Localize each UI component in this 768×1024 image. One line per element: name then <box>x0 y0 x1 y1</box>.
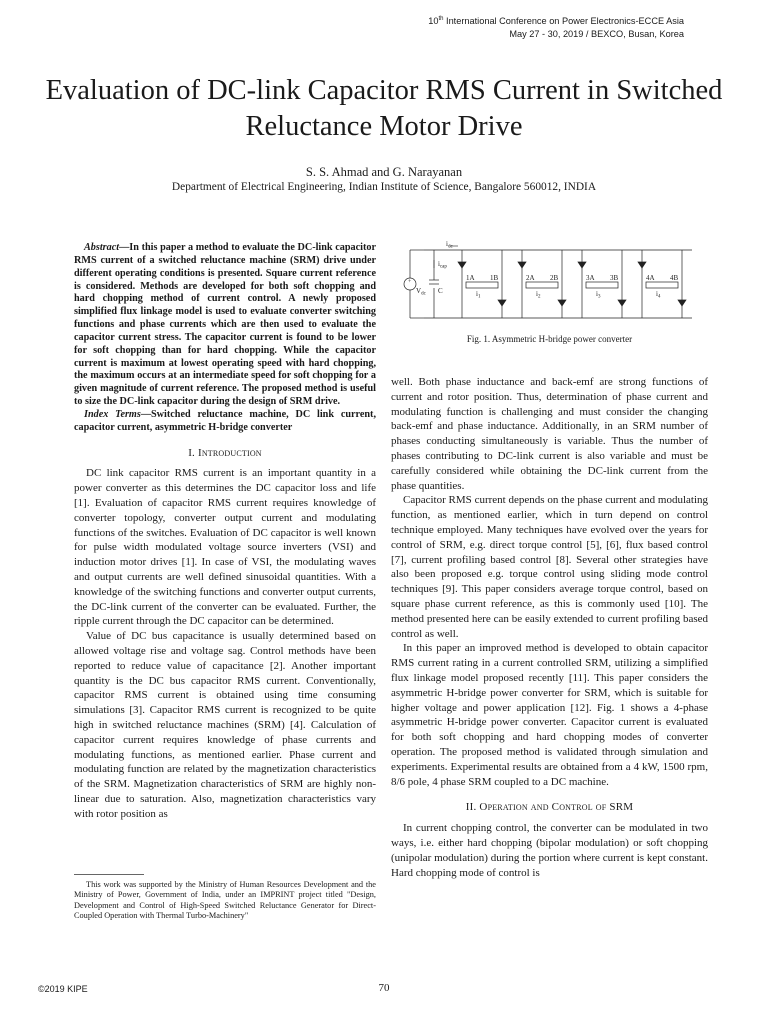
phase-leg-2 <box>518 250 566 318</box>
paragraph: In current chopping control, the converter can be modulated in two ways, i.e. either hard chopping (bipolar modulation) or soft chopping (unipolar modulation) during the portion where current is kept constant. Hard chopping mode of control is <box>391 822 708 879</box>
svg-text:i4: $i_4$ <box>656 290 661 300</box>
svg-text:3A: 3A <box>586 274 595 282</box>
phase-leg-3 <box>578 250 626 318</box>
conference-date-venue: May 27 - 30, 2019 / BEXCO, Busan, Korea <box>509 29 684 40</box>
paragraph: well. Both phase inductance and back-emf are strong functions of current and rotor position. Thus, determination of phase current and modulating function is challenging and must consider the changing back-emf and phase inductance. Additionally, in an SRM number of phases conducting simultaneously is variable. Thus the number of phases contributing to DC-link current is also variable and must be carefully considered while obtaining the DC-link current from the phase quantities. <box>391 376 708 492</box>
svg-text:i3: $i_3$ <box>596 290 601 300</box>
abstract-label: Abstract <box>84 242 120 253</box>
paragraph: DC link capacitor RMS current is an important quantity in a power converter as this determines the DC capacitor loss and life [1]. Evaluation of capacitor RMS current requires knowledge of converter topology, converter output current and modulating functions of the switches. Evaluation of DC capacitor is well known for pulse width modulated voltage source inverters (VSI) and induction motor drives [1]. In case of VSI, the modulating waves and output currents are well defined sinusoidal quantities. With a knowledge of the switching functions and converter output currents, the DC-link current of the converter can be evaluated. Further, the ripple current through the DC capacitor can be determined. <box>74 467 376 628</box>
abstract-text: —In this paper a method to evaluate the DC-link capacitor RMS current of a switched reluctance machine (SRM) drive under different operating conditions is presented. Square current reference is considered. Methods are developed for both soft chopping and hard chopping method of current control. A newly proposed simplified flux linkage model is used to evaluate converter switching functions and phase currents which are then used to evaluate the capacitor current stress. The capacitor current is found to be lower for soft chopping than for hard chopping. While the capacitor current is maximum at lowest operating speed with hard chopping, the maximum occurs at an intermediate speed for soft chopping for a given magnitude of current reference. The proposed method is useful to size the DC-link capacitor during the design of SRM drive. <box>74 242 376 408</box>
svg-text:4A: 4A <box>646 274 655 282</box>
phase-leg-1 <box>458 250 506 318</box>
abstract <box>74 242 376 409</box>
footnote-rule <box>74 874 144 875</box>
section-heading-introduction: I. Introduction <box>188 446 262 459</box>
paragraph: Value of DC bus capacitance is usually determined based on allowed voltage rise and voltage sag. Control methods have been reported to reduce value of capacitance [2]. Another important quantity is the DC bus capacitor RMS current. Conventionally, capacitor RMS current is obtained using time consuming simulations [3]. Capacitor RMS current is recognized to be quite high in switched reluctance machines (SRM) [4]. Calculation of capacitor current requires knowledge of phase currents and modulating functions, as mentioned earlier. Phase current and modulating function are related by the magnetization characteristics of the SRM. Magnetization characteristics of SRM are highly non-linear due to saturation. Also, magnetization characteristics vary with rotor position as <box>74 630 376 820</box>
svg-text:Vdc: $V_{dc}$ <box>416 287 426 297</box>
svg-text:2B: 2B <box>550 274 559 282</box>
copyright: ©2019 KIPE <box>38 984 88 994</box>
svg-text:i2: $i_2$ <box>536 290 541 300</box>
svg-text:idc: $i_{dc}$ <box>446 240 453 250</box>
svg-text:+: + <box>408 279 412 285</box>
svg-text:4B: 4B <box>670 274 679 282</box>
footnote: This work was supported by the Ministry of Human Resources Development and the Ministry of Power, Government of India, under an IMPRINT project titled "Design, Development and Control of High-Speed Switched Reluctance Generator for Direct-Coupled Operation with Thermal Turbo-Machinery" <box>74 880 376 920</box>
conference-header <box>428 13 684 41</box>
converter-circuit-diagram <box>400 240 698 324</box>
svg-text:C: C <box>438 287 443 295</box>
right-column <box>391 375 708 880</box>
svg-text:3B: 3B <box>610 274 619 282</box>
paragraph: In this paper an improved method is developed to obtain capacitor RMS current rating in a current controlled SRM, utilizing a simplified flux linkage model proposed recently [11]. This paper considers the asymmetric H-bridge power converter for SRM, which is suitable for higher voltage and power application [12]. Fig. 1 shows a 4-phase asymmetric H-bridge power converter. Capacitor current is evaluated for both soft chopping and hard chopping modes of converter operation. The proposed method is validated through simulation and experiments. Experimental results are obtained from a 4 kW, 1500 rpm, 8/6 pole, 4 phase SRM coupled to a DC machine. <box>391 642 708 788</box>
index-terms-text: —Switched reluctance machine, DC link current, capacitor current, asymmetric H-bridge converter <box>74 408 376 433</box>
svg-text:1B: 1B <box>490 274 499 282</box>
page-number: 70 <box>378 982 390 994</box>
figure-caption: Fig. 1. Asymmetric H-bridge power converter <box>466 334 633 344</box>
paragraph: Capacitor RMS current depends on the phase current and modulating function, as mentioned earlier, which in turn depend on control technique employed. Many techniques have evolved over the years for control of SRM, e.g. direct torque control [5], [6], flux based control [7], current profiling based control [8]. Several other strategies have also been proposed e.g. torque control using sliding mode control techniques [9]. This paper considers average torque control, based on square phase current reference, as this is commonly used [10]. The method presented here can be easily extended to current profiling based control as well. <box>391 494 708 640</box>
affiliation: Department of Electrical Engineering, Indian Institute of Science, Bangalore 560012, INDIA <box>171 181 597 193</box>
authors: S. S. Ahmad and G. Narayanan <box>305 165 463 179</box>
index-terms <box>74 409 376 435</box>
index-terms-label: Index Terms <box>84 408 141 420</box>
left-column <box>74 242 376 822</box>
svg-text:i1: $i_1$ <box>476 290 481 300</box>
phase-leg-4 <box>638 250 686 318</box>
section-heading-operation: II. Operation and Control of SRM <box>465 801 634 814</box>
paper-title: Evaluation of DC-link Capacitor RMS Current in Switched Reluctance Motor Drive <box>45 75 723 142</box>
conference-name: 10th International Conference on Power Electronics-ECCE Asia <box>428 16 684 27</box>
svg-text:1A: 1A <box>466 274 475 282</box>
svg-text:2A: 2A <box>526 274 535 282</box>
svg-text:icap: $i_{cap}$ <box>438 260 447 270</box>
